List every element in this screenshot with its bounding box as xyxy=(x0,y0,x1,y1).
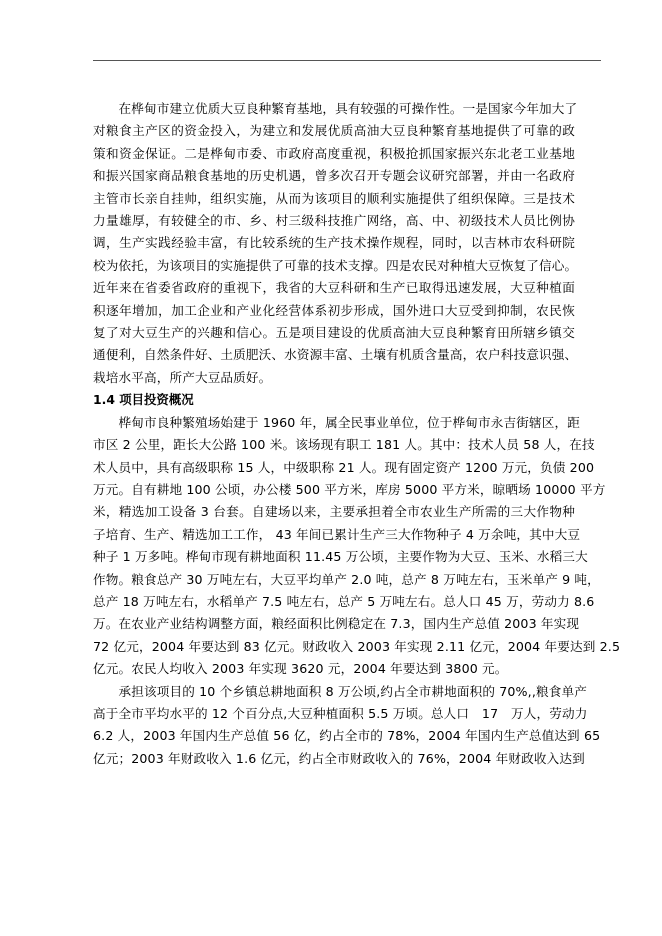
text-line: 在桦甸市建立优质大豆良种繁育基地，具有较强的可操作性。一是国家今年加大了 xyxy=(93,101,578,116)
text-line: 近年来在省委省政府的重视下，我省的大豆科研和生产已取得迅速发展，大豆种植面 xyxy=(93,280,575,296)
text-line: 亿元；2003 年财政收入 1.6 亿元，约占全市财政收入的 76%，2004 年财政收入达到 xyxy=(93,750,585,766)
text-line: 万。在农业产业结构调整方面，粮经面积比例稳定在 7.3，国内生产总值 2003 年实现 xyxy=(93,616,580,632)
text-line: 术人员中，具有高级职称 15 人，中级职称 21 人。现有固定资产 1200 万元，负债 200 xyxy=(93,459,595,475)
text-line: 复了对大豆生产的兴趣和信心。五是项目建设的优质高油大豆良种繁育田所辖乡镇交 xyxy=(93,325,575,341)
paragraph-feasibility xyxy=(93,98,578,389)
text-line: 和振兴国家商品粮食基地的历史机遇，曾多次召开专题会议研究部署，并由一名政府 xyxy=(93,168,575,184)
text-line: 对粮食主产区的资金投入，为建立和发展优质高油大豆良种繁育基地提供了可靠的政 xyxy=(93,123,575,139)
text-line: 米，精选加工设备 3 台套。自建场以来，主要承担着全市农业生产所需的三大作物种 xyxy=(93,504,575,520)
text-line: 市区 2 公里，距长大公路 100 米。该场现有职工 181 人。其中：技术人员 58 人，在技 xyxy=(93,437,595,453)
text-line: 通便利，自然条件好、土质肥沃、水资源丰富、土壤有机质含量高，农户科技意识强、 xyxy=(93,347,578,363)
text-line: 万元。自有耕地 100 公顷，办公楼 500 平方米，库房 5000 平方米，晾晒场 10000 平方 xyxy=(93,481,606,497)
text-line: 亿元。农民人均收入 2003 年实现 3620 元，2004 年要达到 3800 元。 xyxy=(93,661,508,677)
text-line: 总产 18 万吨左右，水稻单产 7.5 吨左右，总产 5 万吨左右。总人口 45 万，劳动力 8.6 xyxy=(93,593,595,609)
text-line: 力量雄厚，有较健全的市、乡、村三级科技推广网络，高、中、初级技术人员比例协 xyxy=(93,213,575,229)
document-body xyxy=(93,98,621,770)
text-line: 承担该项目的 10 个乡镇总耕地面积 8 万公顷,约占全市耕地面积的 70%,,粮食单产 xyxy=(93,683,587,699)
text-line: 栽培水平高，所产大豆品质好。 xyxy=(93,369,272,385)
text-line: 策和资金保证。二是桦甸市委、市政府高度重视，积极抢抓国家振兴东北老工业基地 xyxy=(93,145,575,161)
section-heading: 1.4 项目投资概况 xyxy=(93,392,194,408)
text-line: 6.2 人，2003 年国内生产总值 56 亿，约占全市的 78%，2004 年国内生产总值达到 65 xyxy=(93,728,601,744)
text-line: 主管市长亲自挂帅，组织实施，从而为该项目的顺利实施提供了组织保障。三是技术 xyxy=(93,190,575,206)
text-line: 种子 1 万多吨。桦甸市现有耕地面积 11.45 万公顷，主要作物为大豆、玉米、水稻三大 xyxy=(93,549,588,565)
paragraph-overview xyxy=(93,412,621,681)
text-line: 72 亿元，2004 年要达到 83 亿元。财政收入 2003 年实现 2.11 亿元，2004 年要达到 2.5 xyxy=(93,638,621,654)
text-line: 校为依托，为该项目的实施提供了可靠的技术支撑。四是农民对种植大豆恢复了信心。 xyxy=(93,257,578,273)
text-line: 积逐年增加，加工企业和产业化经营体系初步形成，国外进口大豆受到抑制，农民恢 xyxy=(93,302,575,318)
text-line: 调，生产实践经验丰富，有比较系统的生产技术操作规程，同时，以吉林市农科研院 xyxy=(93,235,575,251)
text-line: 高于全市平均水平的 12 个百分点,大豆种植面积 5.5 万顷。总人口 17 万人，劳动力 xyxy=(93,705,588,721)
header-rule xyxy=(93,60,601,61)
text-line: 子培育、生产、精选加工工作， 43 年间已累计生产三大作物种子 4 万余吨，其中大豆 xyxy=(93,526,581,542)
paragraph-townships xyxy=(93,681,601,771)
text-line: 桦甸市良种繁殖场始建于 1960 年，属全民事业单位，位于桦甸市永吉街辖区，距 xyxy=(93,414,580,430)
text-line: 作物。粮食总产 30 万吨左右，大豆平均单产 2.0 吨，总产 8 万吨左右，玉米单产 9 吨， xyxy=(93,571,600,587)
